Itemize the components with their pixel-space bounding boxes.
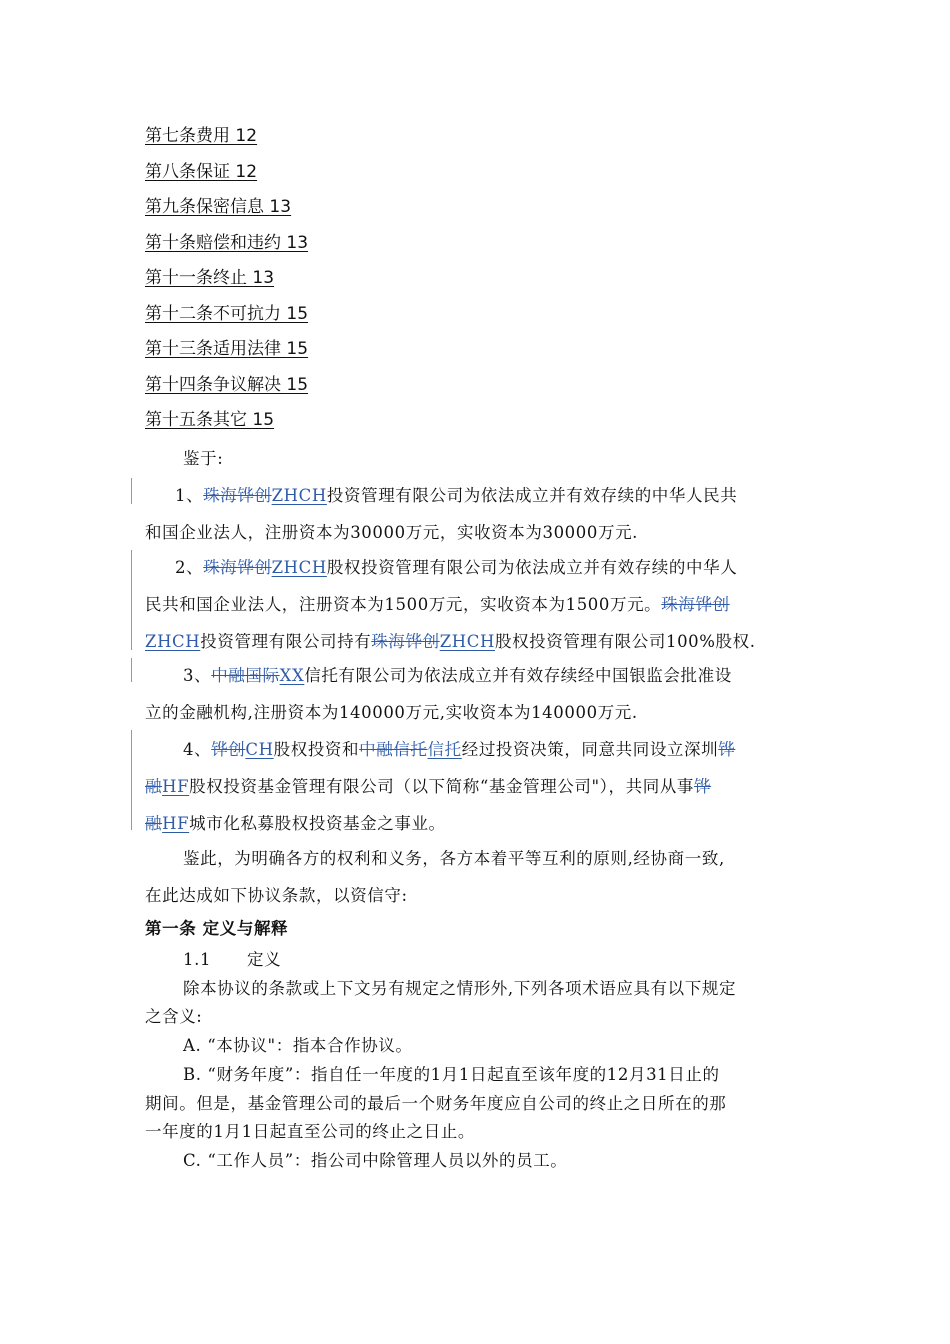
toc-entry[interactable]: 第十三条适用法律 15 <box>145 339 309 359</box>
paragraph-5-line: 鉴此，为明确各方的权利和义务，各方本着平等互利的原则,经协商一致, <box>183 849 725 868</box>
definition-a: A. “本协议"：指本合作协议。 <box>183 1036 413 1055</box>
paragraph-4-line: 4、铧创CH股权投资和中融信托信托经过投资决策，同意共同设立深圳铧 <box>183 740 736 759</box>
paragraph-6-line: 之含义: <box>145 1007 203 1026</box>
paragraph-6-line: 除本协议的条款或上下文另有规定之情形外,下列各项术语应具有以下规定 <box>183 979 737 998</box>
section-1-1-heading: 1.1 定义 <box>183 950 282 969</box>
change-bar <box>131 658 132 682</box>
toc-entry[interactable]: 第十条赔偿和违约 13 <box>145 232 309 253</box>
toc-entry[interactable]: 第十二条不可抗力 15 <box>145 303 309 324</box>
toc-entry[interactable]: 第十一条终止 13 <box>145 268 275 288</box>
change-bar <box>131 478 132 504</box>
toc-entry[interactable]: 第七条费用 12 <box>145 126 258 146</box>
paragraph-1-line: 1、珠海铧创ZHCH投资管理有限公司为依法成立并有效存续的中华人民共 <box>175 486 738 505</box>
definition-b-line: 一年度的1月1日起直至公司的终止之日止。 <box>145 1122 475 1141</box>
whereas-heading: 鉴于: <box>183 449 224 468</box>
paragraph-2-line: ZHCH投资管理有限公司持有珠海铧创ZHCH股权投资管理有限公司100%股权. <box>145 632 756 651</box>
toc-entry[interactable]: 第九条保密信息 13 <box>145 197 292 217</box>
paragraph-4-line: 融HF股权投资基金管理有限公司（以下简称“基金管理公司"），共同从事铧 <box>145 777 712 796</box>
article-1-heading: 第一条 定义与解释 <box>145 919 289 938</box>
definition-c: C. “工作人员”：指公司中除管理人员以外的员工。 <box>183 1151 568 1170</box>
definition-b-line: 期间。但是，基金管理公司的最后一个财务年度应自公司的终止之日所在的那 <box>145 1094 727 1113</box>
paragraph-3-line: 3、中融国际XX信托有限公司为依法成立并有效存续经中国银监会批准设 <box>183 666 732 685</box>
paragraph-5-line: 在此达成如下协议条款，以资信守: <box>145 886 408 905</box>
toc-entry[interactable]: 第八条保证 12 <box>145 161 258 182</box>
paragraph-3-line: 立的金融机构,注册资本为140000万元,实收资本为140000万元. <box>145 703 638 722</box>
change-bar <box>131 550 132 650</box>
definition-b-line: B. “财务年度”：指自任一年度的1月1日起直至该年度的12月31日止的 <box>183 1065 720 1084</box>
paragraph-2-line: 2、珠海铧创ZHCH股权投资管理有限公司为依法成立并有效存续的中华人 <box>175 558 738 577</box>
paragraph-2-line: 民共和国企业法人，注册资本为1500万元，实收资本为1500万元。珠海铧创 <box>145 595 730 614</box>
toc-entry[interactable]: 第十四条争议解决 15 <box>145 374 309 395</box>
paragraph-4-line: 融HF城市化私募股权投资基金之事业。 <box>145 814 446 833</box>
toc-entry[interactable]: 第十五条其它 15 <box>145 410 275 430</box>
table-of-contents <box>145 121 308 441</box>
paragraph-1-line: 和国企业法人，注册资本为30000万元，实收资本为30000万元. <box>145 523 639 542</box>
change-bar <box>131 730 132 830</box>
